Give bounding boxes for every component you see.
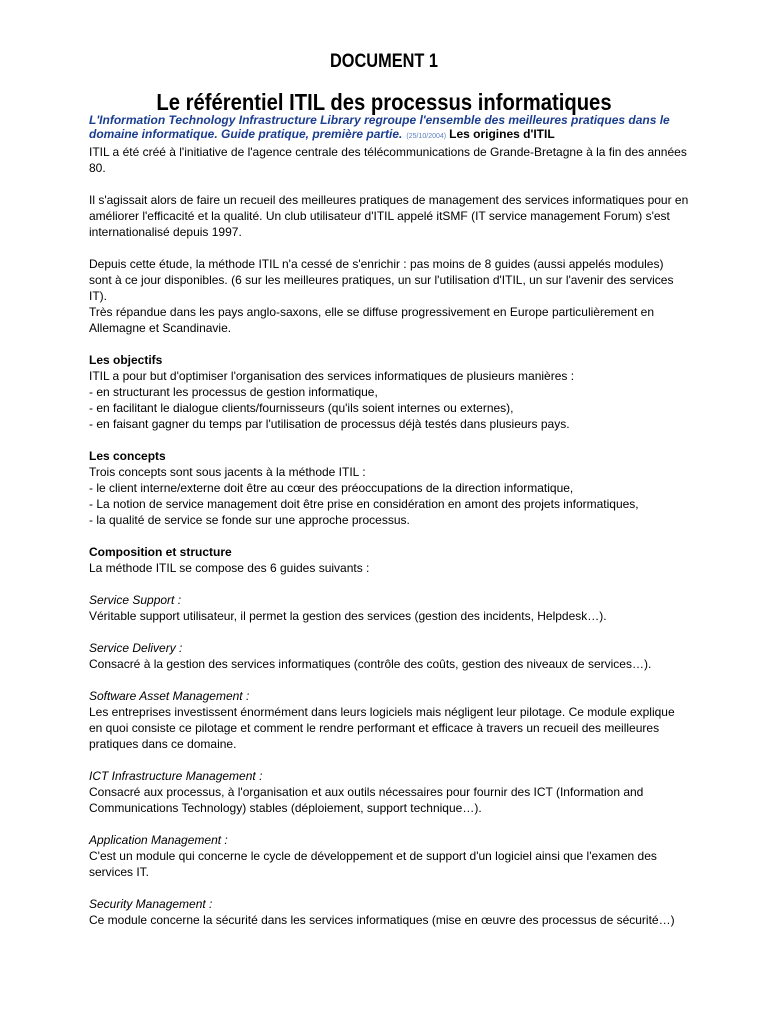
intro-text: L'Information Technology Infrastructure Library regroupe l'ensemble des meilleures pratiques dans le domaine informatique. Guide pratique, première partie. [89, 113, 670, 141]
composition-heading: Composition et structure [89, 545, 232, 559]
intro-paragraph [89, 113, 689, 144]
guide-title: Application Management : [89, 833, 228, 847]
guide-text: Véritable support utilisateur, il permet la gestion des services (gestion des incidents, Helpdesk…). [89, 609, 607, 623]
document-body [89, 113, 689, 928]
objectives-intro: ITIL a pour but d'optimiser l'organisation des services informatiques de plusieurs manières : [89, 369, 575, 383]
list-item: - en structurant les processus de gestion informatique, [89, 385, 378, 399]
list-item: - la qualité de service se fonde sur une approche processus. [89, 513, 410, 527]
list-item: - en faisant gagner du temps par l'utilisation de processus déjà testés dans plusieurs pays. [89, 417, 570, 431]
concepts-heading: Les concepts [89, 449, 166, 463]
guide-text: Ce module concerne la sécurité dans les services informatiques (mise en œuvre des processus de sécurité…) [89, 913, 675, 927]
guide-title: Security Management : [89, 897, 213, 911]
guide-title: ICT Infrastructure Management : [89, 769, 263, 783]
guide-text: Les entreprises investissent énormément dans leurs logiciels mais négligent leur pilotage. Ce module explique en quoi consiste ce pilotage et comment le rendre performant et efficace à travers un recueil des meilleures pratiques dans ce domaine. [89, 705, 675, 751]
objectives-heading: Les objectifs [89, 353, 163, 367]
document-label: DOCUMENT 1 [329, 51, 439, 72]
guide-text: Consacré aux processus, à l'organisation et aux outils nécessaires pour fournir des ICT (Information and Communications Technology) stables (déploiement, support technique…). [89, 785, 644, 815]
origins-paragraph-2: Il s'agissait alors de faire un recueil des meilleures pratiques de management des services informatiques pour en améliorer l'efficacité et la qualité. Un club utilisateur d'ITIL appelé itSMF (IT service management Forum) s'est internationalisé depuis 1997. [89, 193, 689, 239]
concepts-intro: Trois concepts sont sous jacents à la méthode ITIL : [89, 465, 366, 479]
list-item: - le client interne/externe doit être au cœur des préoccupations de la direction informatique, [89, 481, 574, 495]
origins-paragraph-1: ITIL a été créé à l'initiative de l'agence centrale des télécommunications de Grande-Bretagne à la fin des années 80. [89, 145, 687, 175]
list-item: - en facilitant le dialogue clients/fournisseurs (qu'ils soient internes ou externes), [89, 401, 514, 415]
origins-paragraph-3: Depuis cette étude, la méthode ITIL n'a cessé de s'enrichir : pas moins de 8 guides (aussi appelés modules) sont à ce jour disponibles. (6 sur les meilleures pratiques, un sur l'utilisation d'ITIL, un sur l'avenir des services IT). [89, 257, 674, 303]
page-title: Le référentiel ITIL des processus informatiques [156, 89, 612, 115]
origins-heading: Les origines d'ITIL [449, 127, 555, 141]
publication-date: (25/10/2004) [406, 133, 447, 140]
guide-text: Consacré à la gestion des services informatiques (contrôle des coûts, gestion des niveaux de services…). [89, 657, 652, 671]
guide-title: Service Delivery : [89, 641, 183, 655]
guide-text: C'est un module qui concerne le cycle de développement et de support d'un logiciel ainsi que l'examen des services IT. [89, 849, 657, 879]
list-item: - La notion de service management doit être prise en considération en amont des projets informatiques, [89, 497, 639, 511]
guide-title: Software Asset Management : [89, 689, 250, 703]
composition-intro: La méthode ITIL se compose des 6 guides suivants : [89, 561, 370, 575]
guide-title: Service Support : [89, 593, 182, 607]
origins-paragraph-4: Très répandue dans les pays anglo-saxons, elle se diffuse progressivement en Europe particulièrement en Allemagne et Scandinavie. [89, 305, 654, 335]
